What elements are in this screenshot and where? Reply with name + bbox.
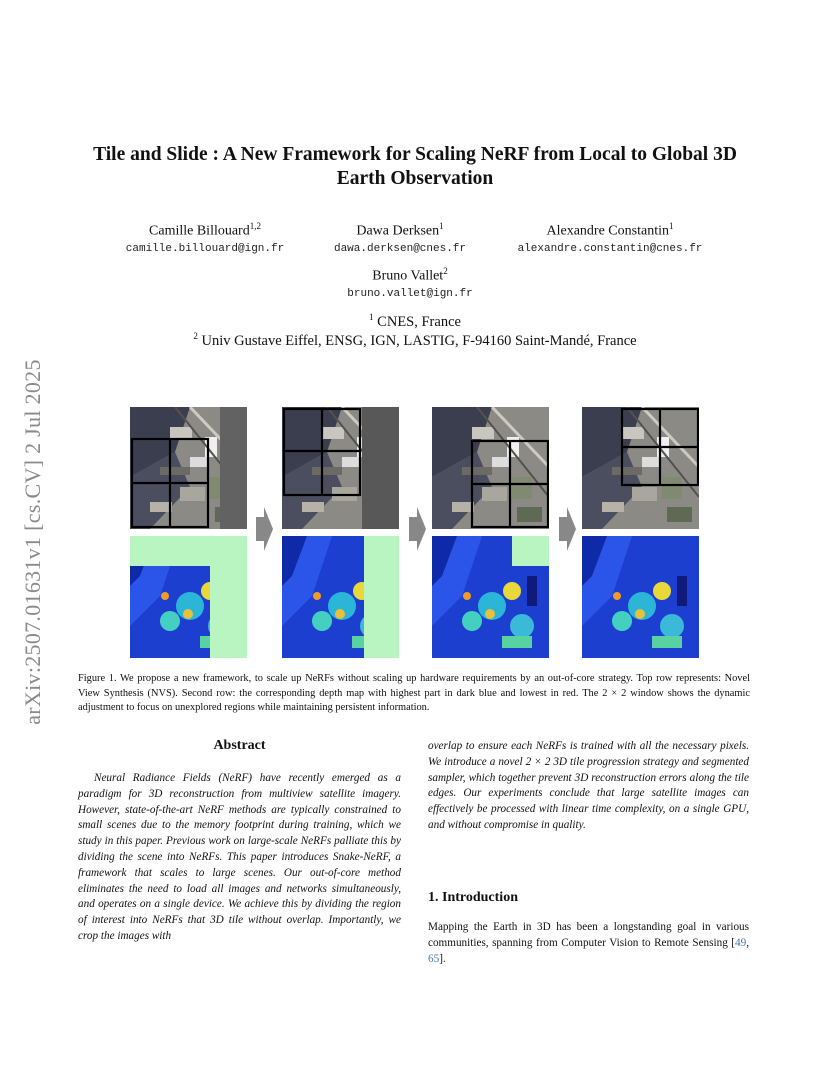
nvs-step-1 — [130, 407, 247, 529]
nvs-step-4 — [582, 407, 699, 529]
author-sup: 1 — [668, 221, 674, 231]
citation-link[interactable]: 65 — [428, 952, 440, 965]
nvs-step-2 — [282, 407, 399, 529]
author-name: Bruno Vallet — [372, 268, 444, 284]
affiliation-2 — [80, 331, 750, 350]
affiliation-text: CNES, France — [377, 313, 461, 330]
author-sup: 2 — [443, 266, 448, 276]
figure-caption: Figure 1. We propose a new framework, to scale up NeRFs without scaling up hardware requirements by an out-of-core strategy. Top row represents: Novel View Synthesis (NVS). Second row: the corresponding depth map with highest part in dark blue and lowest in red. The 2 × 2 window shows the dynamic adjustment to focus on unexplored regions while maintaining persistent information. — [78, 673, 750, 713]
title-line-1: Tile and Slide : A New Framework for Scaling NeRF from Local to Global 3D — [93, 144, 737, 165]
author-email: dawa.derksen@cnes.fr — [333, 242, 467, 255]
depth-step-1 — [130, 536, 247, 658]
introduction-heading: 1. Introduction — [428, 890, 518, 905]
arrow-icon — [557, 505, 577, 553]
author-name: Dawa Derksen — [356, 223, 440, 239]
abstract-continuation: overlap to ensure each NeRFs is trained with all the necessary pixels. We introduce a novel 2 × 2 3D tile progression strategy and segmented sampler, which together prevent 3D reconstruction errors along the tile edges. Our experiments conclude that large satellite images can effectively be processed with linear time complexity, on a single GPU, and without compromise in quality. — [428, 740, 749, 831]
author-2 — [310, 221, 490, 255]
introduction-text — [428, 920, 749, 967]
author-sup: 1 — [439, 221, 444, 231]
paper-title — [60, 143, 770, 191]
arrow-icon — [254, 505, 274, 553]
depth-step-3 — [432, 536, 549, 658]
author-name: Alexandre Constantin — [546, 223, 669, 239]
author-3 — [500, 221, 720, 255]
author-email: alexandre.constantin@cnes.fr — [517, 242, 703, 255]
arrow-icon — [407, 505, 427, 553]
author-4 — [310, 266, 510, 300]
intro-end: ]. — [439, 952, 446, 965]
abstract-text: Neural Radiance Fields (NeRF) have recently emerged as a paradigm for 3D reconstruction from multiview satellite imagery. However, state-of-the-art NeRF methods are typically constrained to small scenes due to the memory footprint during training, which we study in this paper. Previous work on large-scale NeRFs palliate this by dividing the scene into NeRFs. This paper introduces Snake-NeRF, a framework that scales to large scenes. Our out-of-core method eliminates the need to load all images and networks simultaneously, and operates on a single device. We achieve this by dividing the region of interest into NeRFs that 3D tile without overlap. Importantly, we crop the images with — [78, 772, 401, 942]
intro-text-body: Mapping the Earth in 3D has been a longstanding goal in various communities, spanning from Computer Vision to Remote Sensing [ — [428, 921, 749, 949]
affiliation-sup: 2 — [193, 331, 198, 341]
title-line-2: Earth Observation — [336, 168, 494, 189]
author-sup: 1,2 — [249, 221, 261, 231]
author-email: bruno.vallet@ign.fr — [347, 287, 473, 300]
nvs-step-3 — [432, 407, 549, 529]
depth-step-2 — [282, 536, 399, 658]
abstract-heading: Abstract — [213, 738, 266, 753]
affiliation-sup: 1 — [369, 312, 374, 322]
arxiv-stamp: arXiv:2507.01631v1 [cs.CV] 2 Jul 2025 — [20, 359, 45, 725]
author-name: Camille Billouard — [149, 223, 250, 239]
author-email: camille.billouard@ign.fr — [125, 242, 285, 255]
affiliation-1 — [80, 312, 750, 331]
citation-link[interactable]: 49 — [735, 936, 747, 949]
depth-step-4 — [582, 536, 699, 658]
intro-separator: , — [746, 936, 749, 949]
author-1 — [110, 221, 300, 255]
affiliation-text: Univ Gustave Eiffel, ENSG, IGN, LASTIG, F-94160 Saint-Mandé, France — [201, 332, 637, 349]
